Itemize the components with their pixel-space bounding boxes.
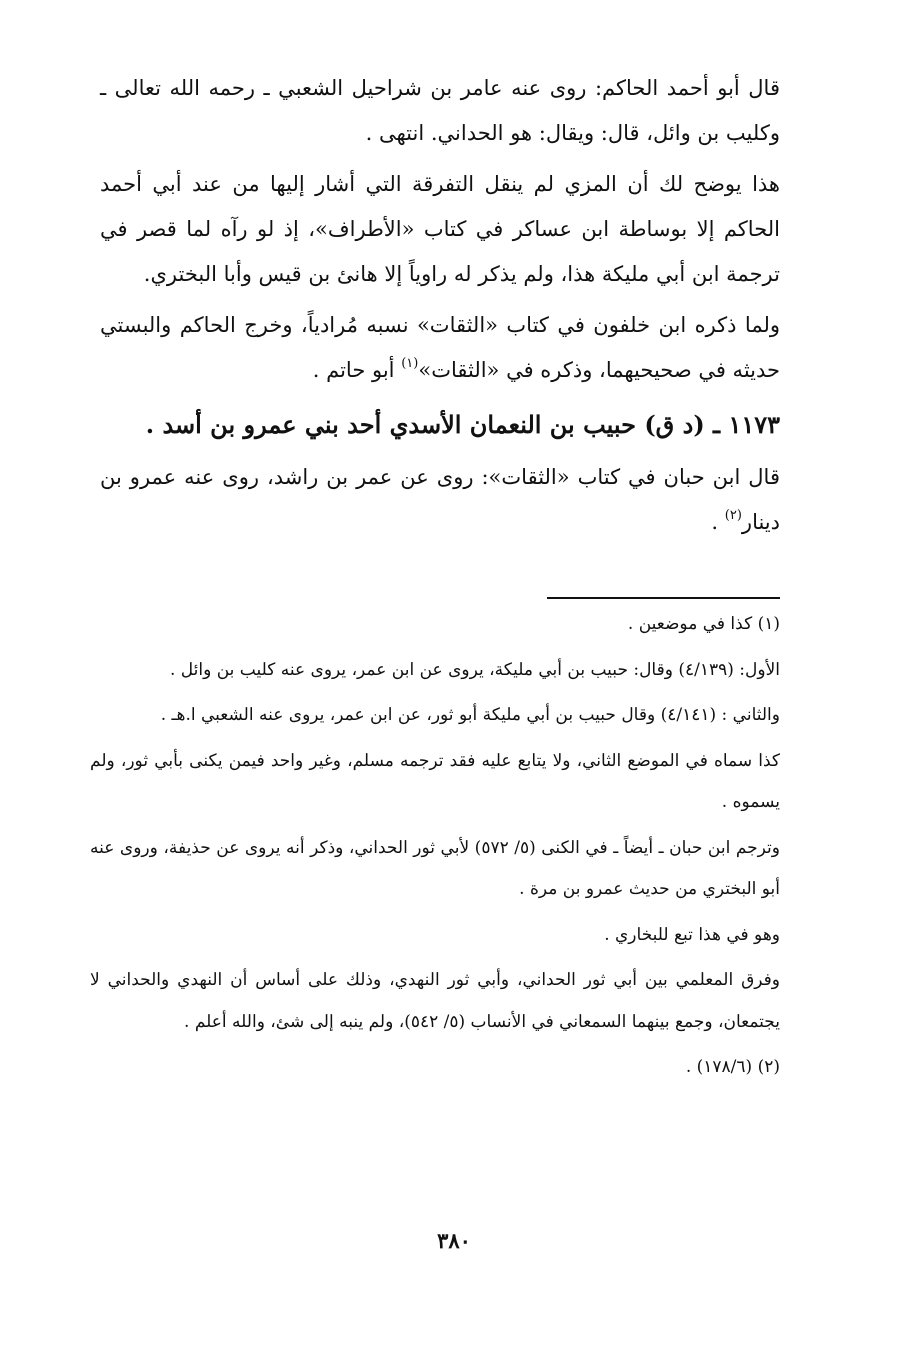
footnotes <box>90 604 780 1093</box>
paragraph-ibn-khalfun-end: أبو حاتم . <box>312 358 395 382</box>
footnote-item: (٢) (١٧٨/٦) . <box>685 1057 780 1077</box>
footnote-item: وترجم ابن حبان ـ أيضاً ـ في الكنى (٥/ ٥٧٢) لأبي ثور الحداني، وذكر أنه يروى عن حذيفة، وروى عنه أبو البختري من حديث عمرو بن مرة . <box>90 837 780 899</box>
paragraph-mizzi: هذا يوضح لك أن المزي لم ينقل التفرقة التي أشار إليها من عند أبي أحمد الحاكم إلا بوساطة ابن عساكر في كتاب «الأطراف»، إذ لو رآه لما قصر في ترجمة ابن أبي مليكة هذا، ولم يذكر له راوياً إلا هانئ بن قيس وأبا البختري. <box>100 172 780 286</box>
page-number: ٣٨٠ <box>437 1228 471 1253</box>
paragraph-ibn-khalfun-text: ولما ذكره ابن خلفون في كتاب «الثقات» نسبه مُرادياً، وخرج الحاكم والبستي حديثه في صحيحيهما، وذكره في «الثقات» <box>100 313 780 382</box>
paragraph-hakim: قال أبو أحمد الحاكم: روى عنه عامر بن شراحيل الشعبي ـ رحمه الله تعالى ـ وكليب بن وائل، قال: ويقال: هو الحداني. انتهى . <box>100 76 780 145</box>
footnote-item: والثاني : (٤/١٤١) وقال حبيب بن أبي مليكة أبو ثور، عن ابن عمر، يروى عنه الشعبي ا.هـ . <box>160 705 780 725</box>
entry-heading: ١١٧٣ ـ (د ق) حبيب بن النعمان الأسدي أحد بني عمرو بن أسد . <box>145 410 780 439</box>
footnote-item: وفرق المعلمي بين أبي ثور الحداني، وأبي ثور النهدي، وذلك على أساس أن النهدي والحداني لا يجتمعان، وجمع بينهما السمعاني في الأنساب (٥/ ٥٤٢)، ولم ينبه إلى شئ، والله أعلم . <box>90 970 780 1032</box>
entry-paragraph <box>100 455 780 545</box>
footnote-item: الأول: (٤/١٣٩) وقال: حبيب بن أبي مليكة، يروى عن ابن عمر، يروى عنه كليب بن وائل . <box>169 659 780 680</box>
footnote-item: كذا سماه في الموضع الثاني، ولا يتابع عليه فقد ترجمه مسلم، وغير واحد فيمن يكنى بأبي ثور، ولم يسموه . <box>90 750 780 812</box>
main-text <box>100 66 780 551</box>
footnote-ref-2: (٢) <box>724 508 742 523</box>
entry-end: . <box>711 510 719 534</box>
footnote-item: وهو في هذا تبع للبخاري . <box>604 924 780 945</box>
paragraph-ibn-khalfun <box>100 303 780 393</box>
footnote-ref-1: (١) <box>401 356 419 371</box>
footnote-item: (١) كذا في موضعين . <box>627 614 780 634</box>
footnote-divider <box>547 597 780 599</box>
entry-text: قال ابن حبان في كتاب «الثقات»: روى عن عمر بن راشد، روى عنه عمرو بن دينار <box>100 465 780 534</box>
